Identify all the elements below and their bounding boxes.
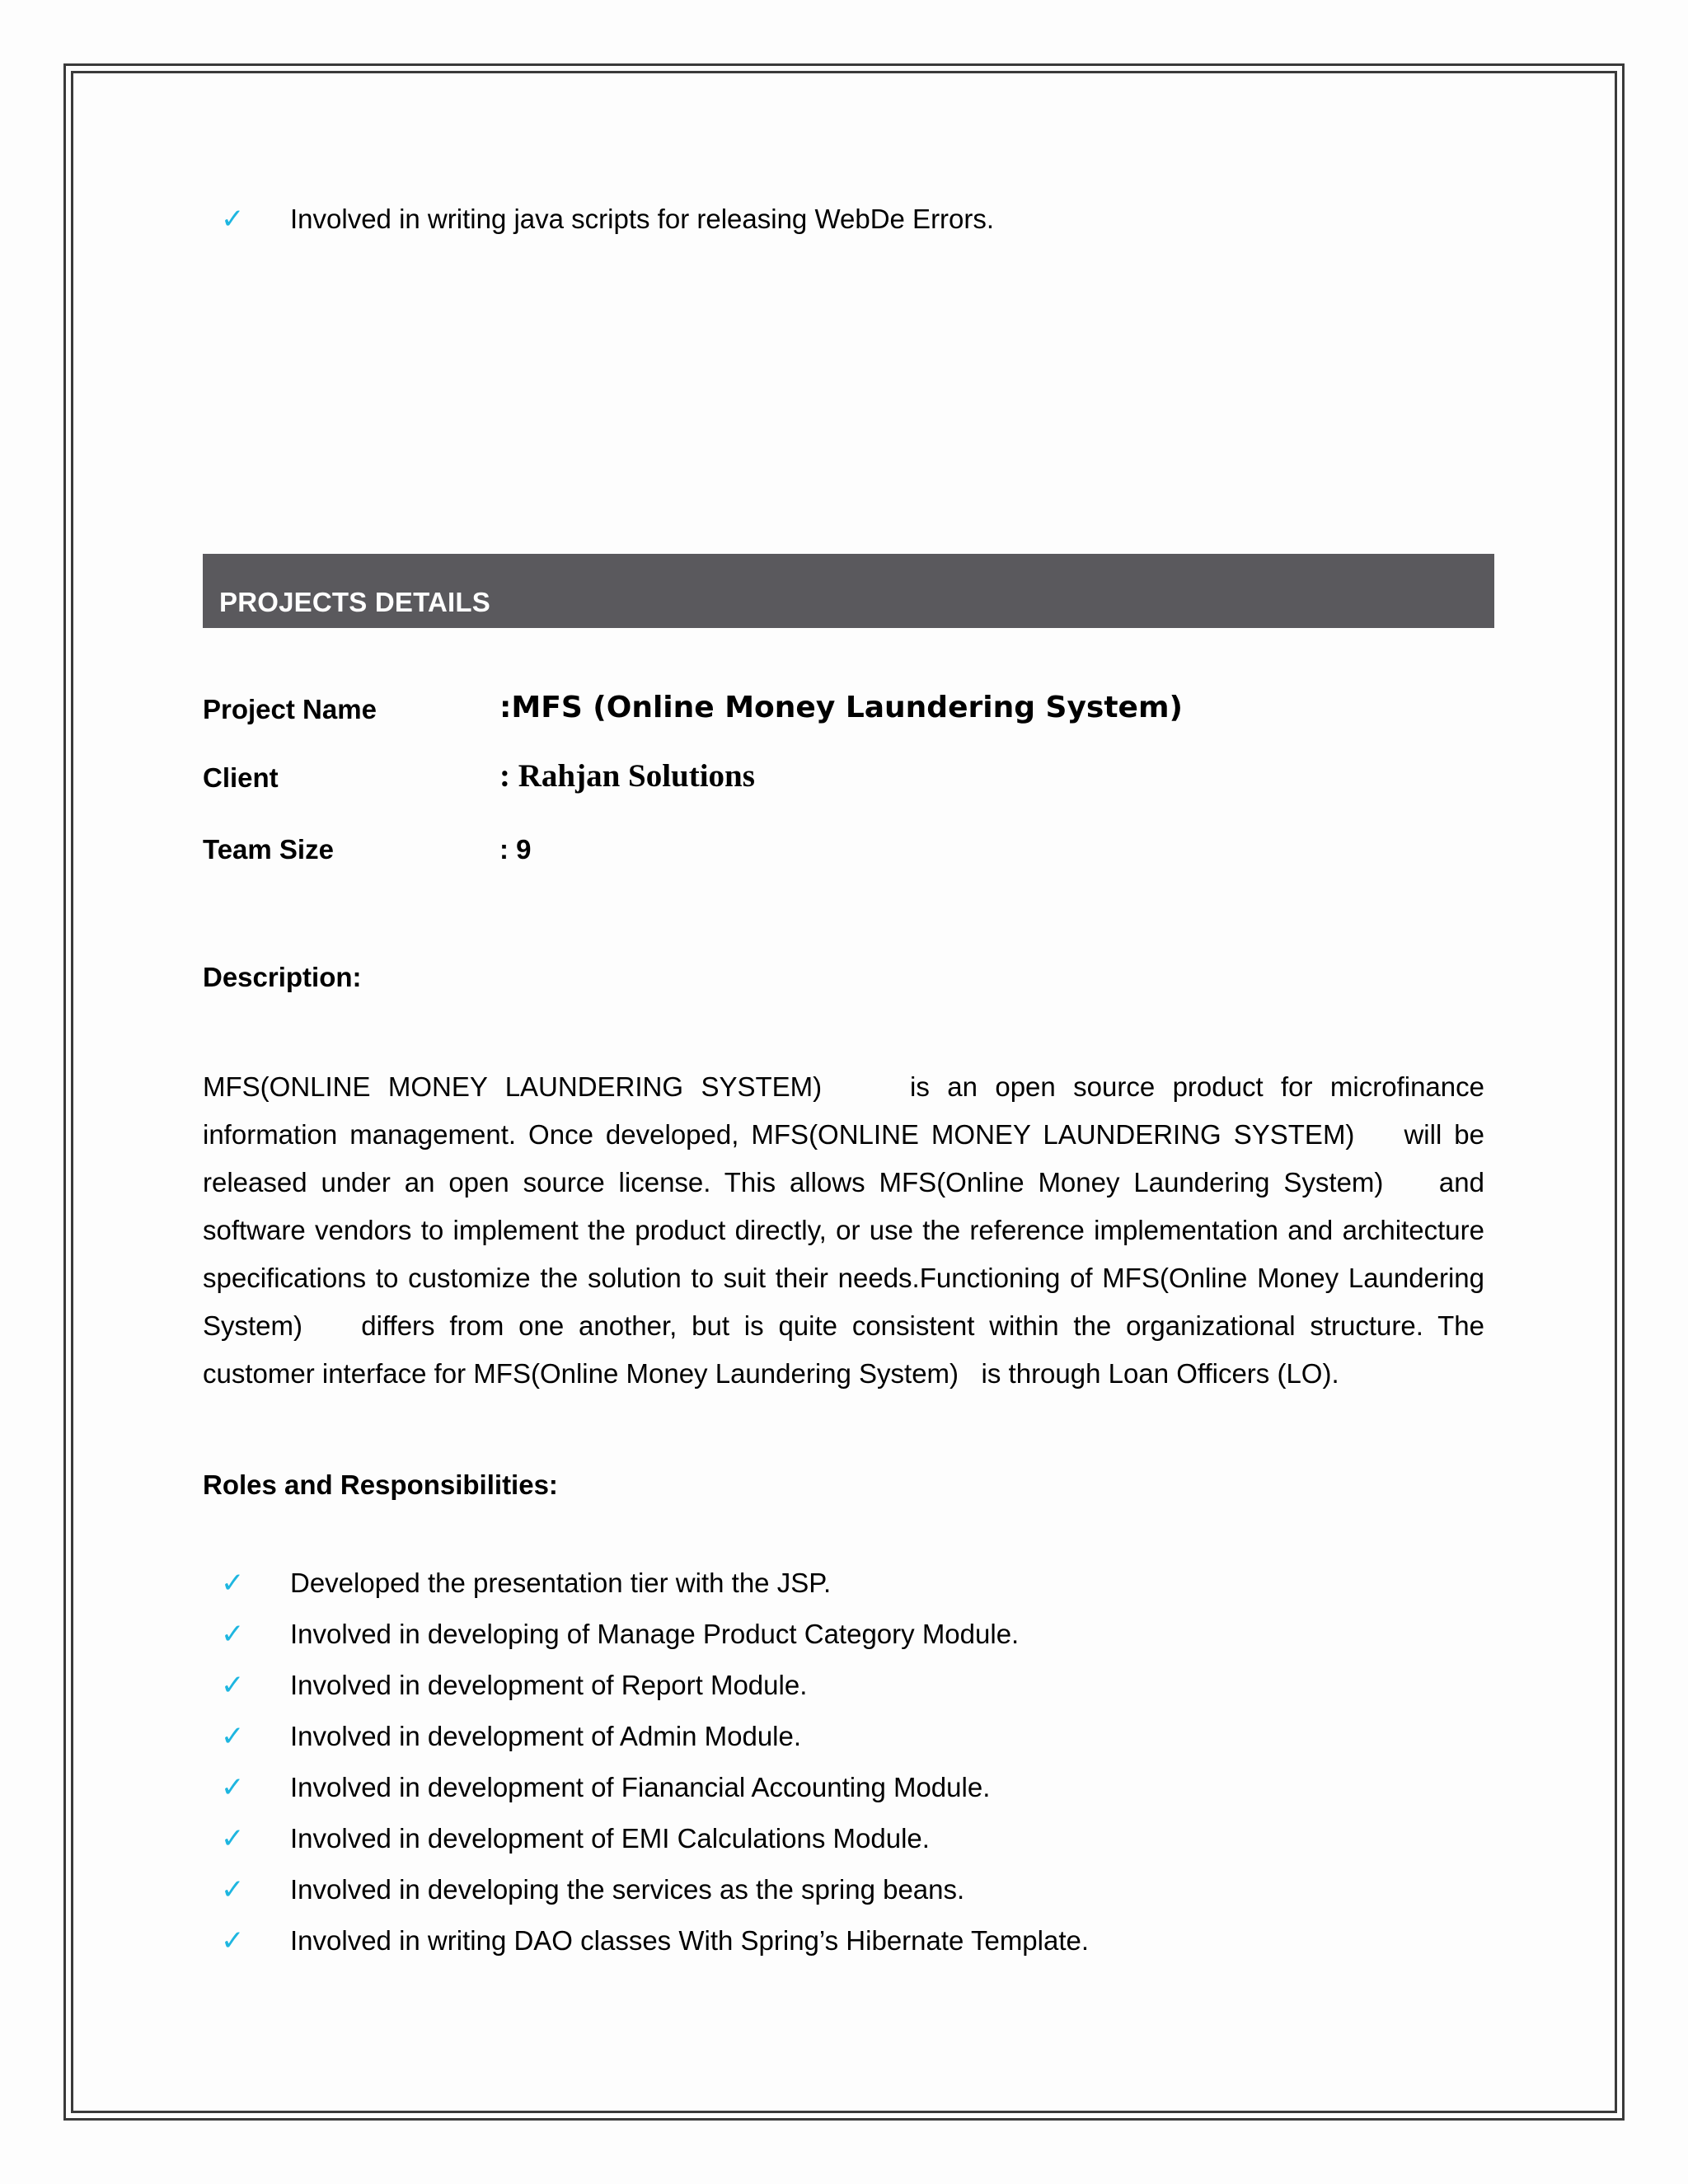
list-item-text: Involved in developing the services as the spring beans.: [290, 1874, 965, 1905]
roles-heading: Roles and Responsibilities:: [203, 1469, 558, 1500]
client-label: Client: [203, 762, 279, 793]
description-line: software vendors to implement the product directly, or use the reference implementation and architecture: [203, 1215, 1484, 1245]
project-name-label: Project Name: [203, 694, 377, 724]
list-item-text: Involved in writing DAO classes With Spring’s Hibernate Template.: [290, 1925, 1090, 1956]
list-item-text: Developed the presentation tier with the JSP.: [290, 1568, 832, 1598]
list-item-text: Involved in developing of Manage Product Category Module.: [290, 1619, 1020, 1649]
list-item-text: Involved in writing java scripts for releasing WebDe Errors.: [290, 204, 995, 234]
description-line: System) differs from one another, but is quite consistent within the organizational structure. The: [203, 1310, 1484, 1341]
checkmark-icon: ✓: [221, 1873, 245, 1906]
checkmark-icon: ✓: [221, 203, 245, 236]
checkmark-icon: ✓: [221, 1567, 245, 1600]
list-item-text: Involved in development of EMI Calculations Module.: [290, 1823, 930, 1854]
list-item: [221, 1865, 964, 1915]
description-line: released under an open source license. This allows MFS(Online Money Laundering System) and: [203, 1167, 1484, 1197]
list-item-text: Involved in development of Report Module.: [290, 1670, 808, 1700]
checkmark-icon: ✓: [221, 1771, 245, 1804]
checkmark-icon: ✓: [221, 1720, 245, 1753]
description-line: customer interface for MFS(Online Money Laundering System) is through Loan Officers (LO).: [203, 1358, 1339, 1389]
checkmark-icon: ✓: [221, 1924, 245, 1957]
checkmark-icon: ✓: [221, 1669, 245, 1702]
list-item-text: Involved in development of Fianancial Accounting Module.: [290, 1772, 991, 1802]
description-heading: Description:: [203, 962, 362, 992]
list-item-text: Involved in development of Admin Module.: [290, 1721, 802, 1751]
list-item: [221, 194, 994, 244]
description-line: specifications to customize the solution to suit their needs.Functioning of MFS(Online Money Laundering: [203, 1263, 1484, 1293]
list-item: [221, 1916, 1089, 1966]
list-item: [221, 1558, 831, 1608]
team-size-value: : 9: [499, 834, 532, 865]
section-banner: [203, 554, 1494, 628]
list-item: [221, 1763, 990, 1812]
checkmark-icon: ✓: [221, 1822, 245, 1855]
list-item: [221, 1610, 1019, 1659]
project-name-value: :MFS (Online Money Laundering System): [499, 691, 1183, 724]
list-item: [221, 1712, 801, 1761]
list-item: [221, 1814, 930, 1863]
description-line: information management. Once developed, MFS(ONLINE MONEY LAUNDERING SYSTEM) will be: [203, 1119, 1484, 1150]
list-item: [221, 1661, 807, 1710]
checkmark-icon: ✓: [221, 1618, 245, 1651]
team-size-label: Team Size: [203, 834, 334, 865]
description-paragraph: [203, 1063, 1484, 1398]
client-value: : Rahjan Solutions: [499, 758, 755, 794]
section-title: PROJECTS DETAILS: [219, 587, 490, 617]
description-line: MFS(ONLINE MONEY LAUNDERING SYSTEM) is an open source product for microfinance: [203, 1071, 1484, 1102]
